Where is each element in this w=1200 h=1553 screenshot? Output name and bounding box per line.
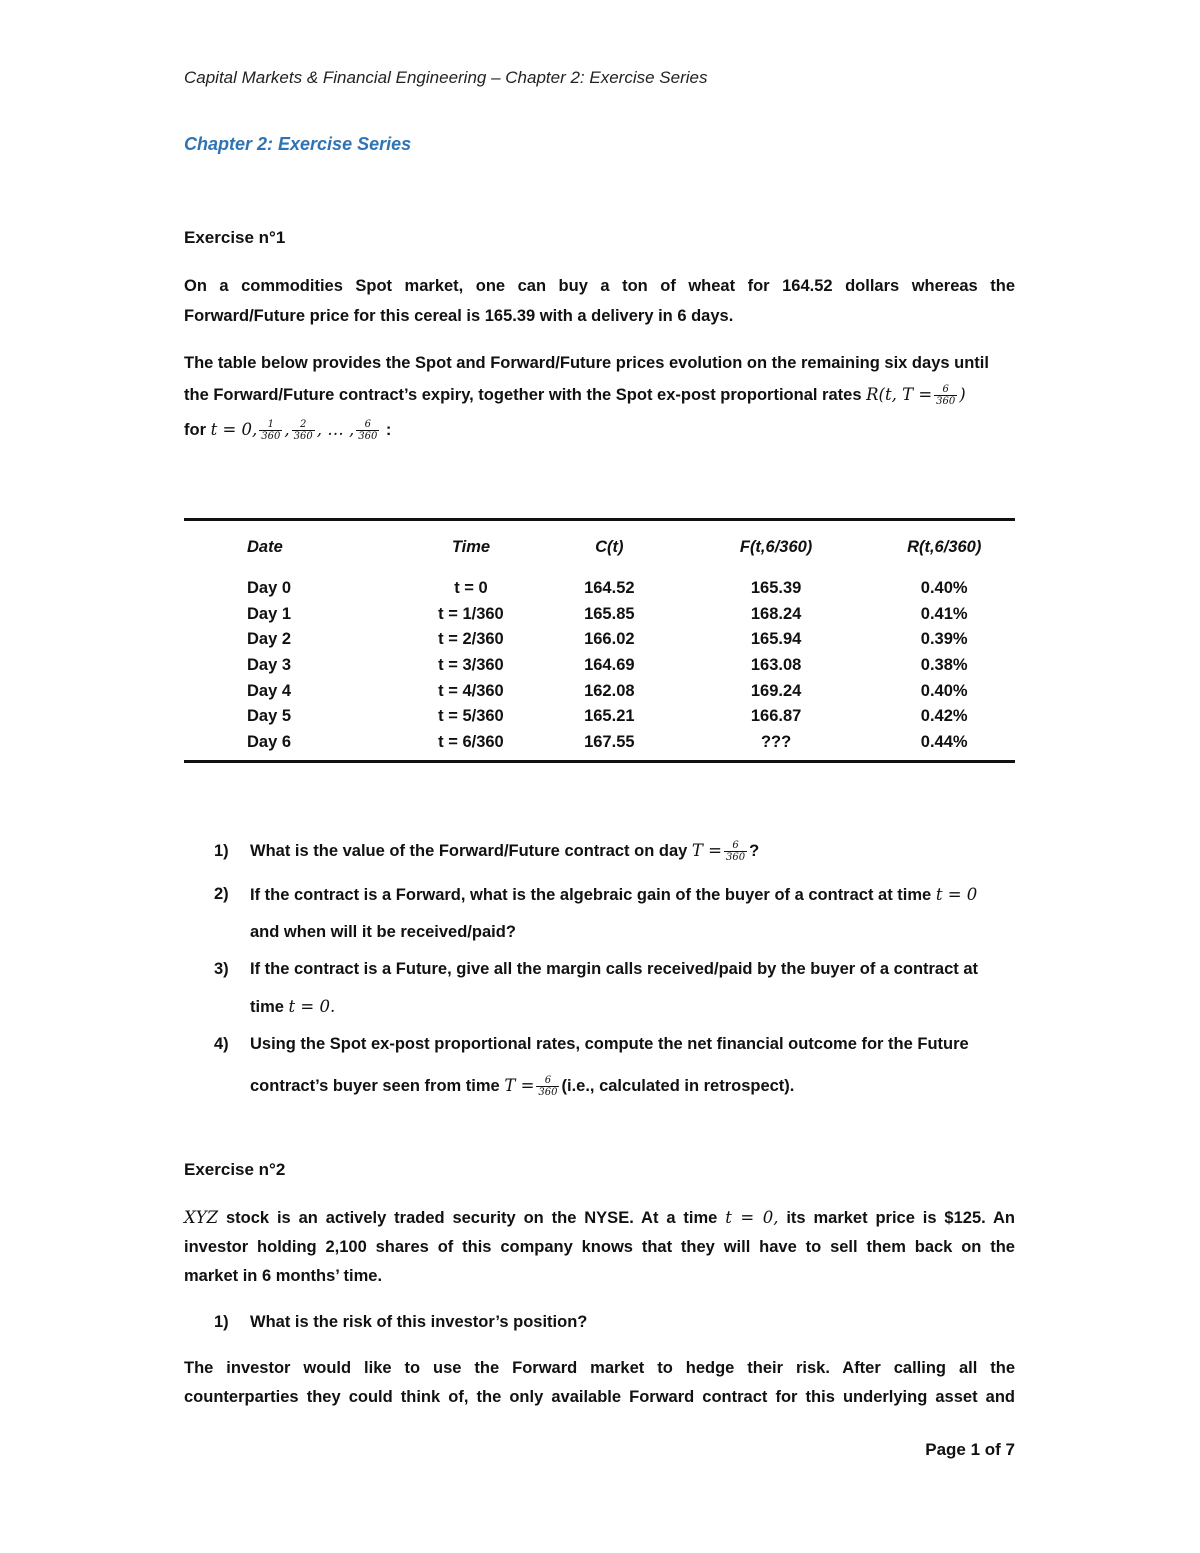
table-row: Day 0 t = 0 164.52 165.39 0.40% (247, 579, 968, 598)
column-header-spot: C(t) (595, 537, 624, 556)
table-row: Day 4 t = 4/360 162.08 169.24 0.40% (247, 681, 968, 700)
table-bottom-rule (184, 760, 1015, 763)
ex2-line-1: XYZ stock is an actively traded security on the NYSE. At a time t = 0, its market price is $125. An (184, 1208, 1015, 1227)
rate-formula: R(t, T = (866, 385, 933, 404)
ex2-p2-line-1: The investor would like to use the Forward market to hedge their risk. After calling all the (184, 1359, 1015, 1377)
question-4: 4) Using the Spot ex-post proportional rates, compute the net financial outcome for the Future contract’s buyer seen from time T = $\frac{6}{360}$ (i.e., calculated in retrospect). (214, 1035, 969, 1099)
table-top-rule (184, 518, 1015, 521)
exercise-1-heading: Exercise n°1 (184, 228, 286, 247)
prices-table (184, 530, 1015, 755)
intro-line-1: On a commodities Spot market, one can buy a ton of wheat for 164.52 dollars whereas the (184, 277, 1015, 295)
ex2-line-2: investor holding 2,100 shares of this company knows that they will have to sell them back on the (184, 1238, 1015, 1256)
table-row: Day 6 t = 6/360 167.55 ??? 0.44% (247, 732, 968, 751)
fraction-6-360: $\frac{6}{360}$ (538, 1075, 558, 1099)
running-header: Capital Markets & Financial Engineering – Chapter 2: Exercise Series (184, 68, 708, 87)
exercise-2-questions (214, 1310, 1015, 1334)
question-3: 3) If the contract is a Future, give all the margin calls received/paid by the buyer of a contract at time t = 0. (214, 960, 979, 1016)
column-header-date: Date (247, 537, 283, 556)
table-row: Day 2 t = 2/360 166.02 165.94 0.39% (247, 630, 968, 649)
table-intro-line-3: for t = 0, $\frac{1}{360}$ , $\frac{2}{360}$ , … , $\frac{6}{360}$ : (184, 419, 392, 443)
exercise-2-heading: Exercise n°2 (184, 1160, 286, 1179)
fraction-6-360: $\frac{6}{360}$ (358, 419, 378, 443)
table-header-row (184, 530, 1015, 564)
column-header-time: Time (451, 537, 491, 556)
table-row: Day 3 t = 3/360 164.69 163.08 0.38% (247, 656, 968, 675)
table-intro-text: the Forward/Future contract’s expiry, together with the Spot ex-post proportional rates (184, 386, 862, 404)
table-row: Day 1 t = 1/360 165.85 168.24 0.41% (247, 604, 968, 623)
chapter-title: Chapter 2: Exercise Series (184, 134, 412, 154)
table-row: Day 5 t = 5/360 165.21 166.87 0.42% (247, 707, 968, 726)
fraction-6-360: $\frac{6}{360}$ (936, 384, 956, 408)
question-2: 2) If the contract is a Forward, what is the algebraic gain of the buyer of a contract at time t = 0 and when will it be received/paid? (214, 885, 978, 941)
column-header-forward: F(t,6/360) (739, 537, 813, 556)
question-1: 1) What is the value of the Forward/Future contract on day T = $\frac{6}{360}$ ? (214, 840, 760, 864)
column-header-rate: R(t,6/360) (907, 537, 982, 556)
exercise-1-questions (214, 836, 1015, 1109)
fraction-1-360: $\frac{1}{360}$ (261, 419, 281, 443)
ex2-line-3: market in 6 months’ time. (184, 1267, 383, 1285)
ex2-question-1: 1) What is the risk of this investor’s position? (214, 1313, 588, 1331)
exercise-1-intro (184, 271, 1015, 331)
exercise-1-table-intro (184, 348, 1015, 448)
page-number: Page 1 of 7 (925, 1440, 1015, 1459)
fraction-2-360: $\frac{2}{360}$ (293, 419, 313, 443)
table-intro-line-2: the Forward/Future contract’s expiry, together with the Spot ex-post proportional rates R(t, T = $\frac{6}{360}$ ) (184, 384, 966, 408)
intro-line-2: Forward/Future price for this cereal is 165.39 with a delivery in 6 days. (184, 307, 734, 325)
table-intro-line-1: The table below provides the Spot and Forward/Future prices evolution on the remaining six days until (184, 354, 989, 372)
exercise-2-hedge-paragraph (184, 1354, 1015, 1412)
fraction-6-360: $\frac{6}{360}$ (725, 840, 746, 864)
ex2-p2-line-2: counterparties they could think of, the only available Forward contract for this underlying asset and (184, 1388, 1015, 1406)
exercise-2-intro (184, 1203, 1015, 1291)
